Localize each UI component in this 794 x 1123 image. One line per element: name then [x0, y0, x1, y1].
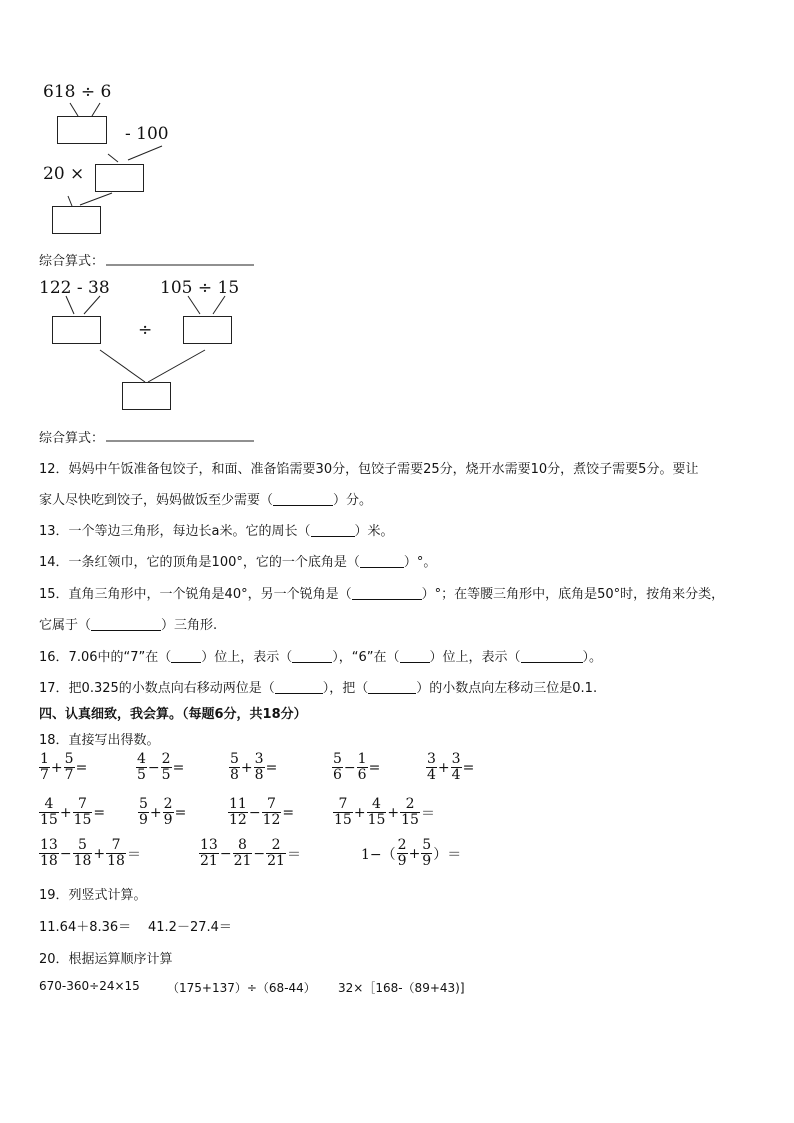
- fraction: [39, 797, 59, 828]
- fraction: [367, 797, 387, 828]
- denominator: 21: [233, 853, 252, 869]
- denominator: 9: [422, 853, 432, 869]
- denominator: 12: [262, 812, 281, 828]
- fraction: [254, 752, 265, 783]
- bracket-prefix: 1−（: [361, 846, 396, 863]
- q14-blank[interactable]: [360, 555, 404, 568]
- fraction-problem: [39, 838, 142, 869]
- fraction-problem: [426, 752, 475, 783]
- q15-blank-1[interactable]: [352, 587, 422, 600]
- q19-item-1: 11.64＋8.36＝: [39, 920, 132, 935]
- denominator: 18: [107, 853, 125, 869]
- tree1-top-expression: 618 ÷ 6: [43, 82, 112, 102]
- fraction: [136, 752, 147, 783]
- fraction: [138, 797, 149, 828]
- denominator: 21: [267, 853, 285, 869]
- fraction-problem: [333, 797, 436, 828]
- fraction-problem: [39, 797, 106, 828]
- numerator: 2: [163, 796, 173, 812]
- q15-line2: 它属于（ ）三角形.: [39, 618, 218, 633]
- operator: −: [219, 845, 232, 862]
- numerator: 2: [161, 751, 171, 767]
- denominator: 6: [333, 767, 342, 783]
- q14: 14．一条红领巾，它的顶角是100°，它的一个底角是（ ）°。: [39, 555, 437, 570]
- fraction: [397, 838, 408, 869]
- denominator: 5: [137, 767, 146, 783]
- equals-sign: =: [282, 804, 295, 821]
- q12-blank[interactable]: [273, 493, 333, 506]
- tree1-formula-label: 综合算式：: [39, 254, 105, 269]
- numerator: 3: [451, 751, 461, 767]
- tree1-times-20: 20 ×: [43, 164, 85, 184]
- denominator: 5: [161, 767, 171, 783]
- fraction: [262, 797, 282, 828]
- numerator: 11: [229, 796, 247, 812]
- q16: 16．7.06中的“7”在（ ）位上，表示（ ），“6”在（ ）位上，表示（ ）。: [39, 650, 603, 665]
- equals-sign: ＝: [126, 846, 141, 863]
- operator: +: [437, 759, 450, 776]
- numerator: 3: [254, 751, 264, 767]
- numerator: 2: [397, 837, 407, 853]
- denominator: 21: [200, 853, 218, 869]
- operator: −: [248, 804, 261, 821]
- tree2-operator: ÷: [138, 320, 153, 340]
- numerator: 8: [233, 838, 253, 854]
- tree1-answer-box-3[interactable]: [52, 206, 101, 234]
- q12-line1: 12．妈妈中午饭准备包饺子，和面、准备馅需要30分，包饺子需要25分，烧开水需要10分，煮饺子需要5分。要让: [39, 462, 699, 477]
- numerator: 1: [40, 751, 49, 767]
- denominator: 7: [40, 767, 49, 783]
- operator: −: [147, 759, 160, 776]
- fraction-problem: [360, 838, 462, 869]
- fraction: [332, 752, 343, 783]
- operator: +: [149, 804, 162, 821]
- denominator: 12: [229, 812, 247, 828]
- q13: 13．一个等边三角形，每边长a米。它的周长（ ）米。: [39, 524, 394, 539]
- q16-blank-1[interactable]: [171, 650, 201, 663]
- fraction: [73, 838, 93, 869]
- fraction: [199, 838, 219, 869]
- q15-line1: 15．直角三角形中，一个锐角是40°，另一个锐角是（ ）°；在等腰三角形中，底角是50°时，按角来分类，: [39, 587, 725, 602]
- fraction: [161, 752, 172, 783]
- tree2-formula-label: 综合算式：: [39, 431, 105, 446]
- numerator: 7: [262, 797, 282, 813]
- numerator: 4: [137, 751, 146, 767]
- operator: +: [408, 845, 421, 862]
- tree1-answer-box-1[interactable]: [57, 116, 107, 144]
- tree1-answer-box-2[interactable]: [95, 164, 144, 192]
- denominator: 15: [401, 812, 419, 828]
- tree2-right-expression: 105 ÷ 15: [160, 278, 240, 298]
- denominator: 7: [64, 767, 74, 783]
- fraction: [233, 838, 253, 869]
- equals-sign: =: [75, 759, 88, 776]
- equals-sign: ＝: [286, 846, 301, 863]
- numerator: 5: [230, 751, 239, 767]
- numerator: 7: [333, 797, 353, 813]
- operator: +: [240, 759, 253, 776]
- q17-blank-1[interactable]: [275, 681, 323, 694]
- numerator: 5: [64, 751, 74, 767]
- operator: +: [93, 845, 106, 862]
- equals-sign: =: [462, 759, 475, 776]
- denominator: 8: [230, 767, 239, 783]
- fraction: [426, 752, 437, 783]
- fraction: [73, 797, 93, 828]
- q18-heading: 18．直接写出得数。: [39, 733, 160, 748]
- tree2-left-expression: 122 - 38: [39, 278, 110, 298]
- q20-heading: 20．根据运算顺序计算: [39, 952, 173, 967]
- equals-sign: =: [265, 759, 278, 776]
- q20-item-3: 32×［168-（89+43)]: [338, 981, 465, 995]
- tree2-answer-box-right[interactable]: [183, 316, 232, 344]
- equals-sign: =: [93, 804, 106, 821]
- fraction: [39, 838, 59, 869]
- denominator: 15: [367, 812, 386, 828]
- fraction-problem: [136, 752, 185, 783]
- equals-sign: =: [368, 759, 381, 776]
- numerator: 1: [357, 751, 367, 767]
- denominator: 9: [139, 812, 148, 828]
- fraction: [421, 838, 432, 869]
- denominator: 15: [73, 812, 92, 828]
- operator: +: [59, 804, 72, 821]
- tree2-answer-box-bottom[interactable]: [122, 382, 171, 410]
- fraction: [106, 838, 126, 869]
- denominator: 15: [40, 812, 58, 828]
- equals-sign: =: [172, 759, 185, 776]
- denominator: 9: [397, 853, 407, 869]
- section-4-heading: 四、认真细致，我会算。（每题6分，共18分）: [39, 707, 307, 722]
- fraction: [163, 797, 174, 828]
- numerator: 5: [139, 796, 148, 812]
- operator: −: [343, 759, 356, 776]
- numerator: 5: [422, 837, 432, 853]
- denominator: 8: [254, 767, 264, 783]
- equals-sign: ＝: [420, 805, 435, 822]
- fraction: [266, 838, 286, 869]
- fraction: [400, 797, 420, 828]
- equals-sign: ）＝: [433, 846, 462, 863]
- numerator: 13: [40, 837, 58, 853]
- denominator: 18: [73, 853, 92, 869]
- fraction: [451, 752, 462, 783]
- numerator: 3: [427, 751, 436, 767]
- fraction-problem: [332, 752, 381, 783]
- denominator: 9: [163, 812, 173, 828]
- numerator: 13: [200, 837, 218, 853]
- operator: −: [253, 845, 266, 862]
- tree1-minus-100: - 100: [125, 124, 169, 144]
- q15-blank-2[interactable]: [91, 618, 161, 631]
- q17: 17．把0.325的小数点向右移动两位是（ ），把（ ）的小数点向左移动三位是0.1.: [39, 681, 598, 696]
- operator: +: [50, 759, 63, 776]
- fraction: [229, 752, 240, 783]
- q13-blank[interactable]: [311, 524, 355, 537]
- fraction: [64, 752, 75, 783]
- operator: +: [387, 804, 400, 821]
- fraction: [228, 797, 248, 828]
- fraction-problem: [138, 797, 187, 828]
- numerator: 7: [73, 797, 93, 813]
- fraction-problem: [199, 838, 302, 869]
- fraction-problem: [39, 752, 88, 783]
- q12-line2: 家人尽快吃到饺子，妈妈做饭至少需要（ ）分。: [39, 493, 373, 508]
- q20-item-1: 670-360÷24×15: [39, 979, 140, 993]
- operator: −: [59, 845, 72, 862]
- q19-item-2: 41.2－27.4＝: [148, 920, 232, 935]
- numerator: 5: [73, 838, 93, 854]
- denominator: 15: [334, 812, 352, 828]
- q19-heading: 19．列竖式计算。: [39, 888, 147, 903]
- fraction-problem: [228, 797, 295, 828]
- q16-blank-3[interactable]: [400, 650, 430, 663]
- numerator: 2: [400, 797, 420, 813]
- numerator: 4: [367, 797, 387, 813]
- tree2-answer-box-left[interactable]: [52, 316, 101, 344]
- q17-blank-2[interactable]: [368, 681, 416, 694]
- fraction: [333, 797, 353, 828]
- denominator: 18: [40, 853, 58, 869]
- fraction: [357, 752, 368, 783]
- equals-sign: =: [174, 804, 187, 821]
- q16-blank-4[interactable]: [521, 650, 583, 663]
- denominator: 4: [427, 767, 436, 783]
- numerator: 7: [106, 838, 126, 854]
- operator: +: [353, 804, 366, 821]
- numerator: 4: [39, 797, 59, 813]
- numerator: 5: [333, 751, 342, 767]
- fraction: [39, 752, 50, 783]
- denominator: 6: [357, 767, 367, 783]
- denominator: 4: [451, 767, 461, 783]
- q20-item-2: （175+137）÷（68-44）: [167, 981, 316, 995]
- numerator: 2: [266, 838, 286, 854]
- fraction-problem: [229, 752, 278, 783]
- q16-blank-2[interactable]: [292, 650, 332, 663]
